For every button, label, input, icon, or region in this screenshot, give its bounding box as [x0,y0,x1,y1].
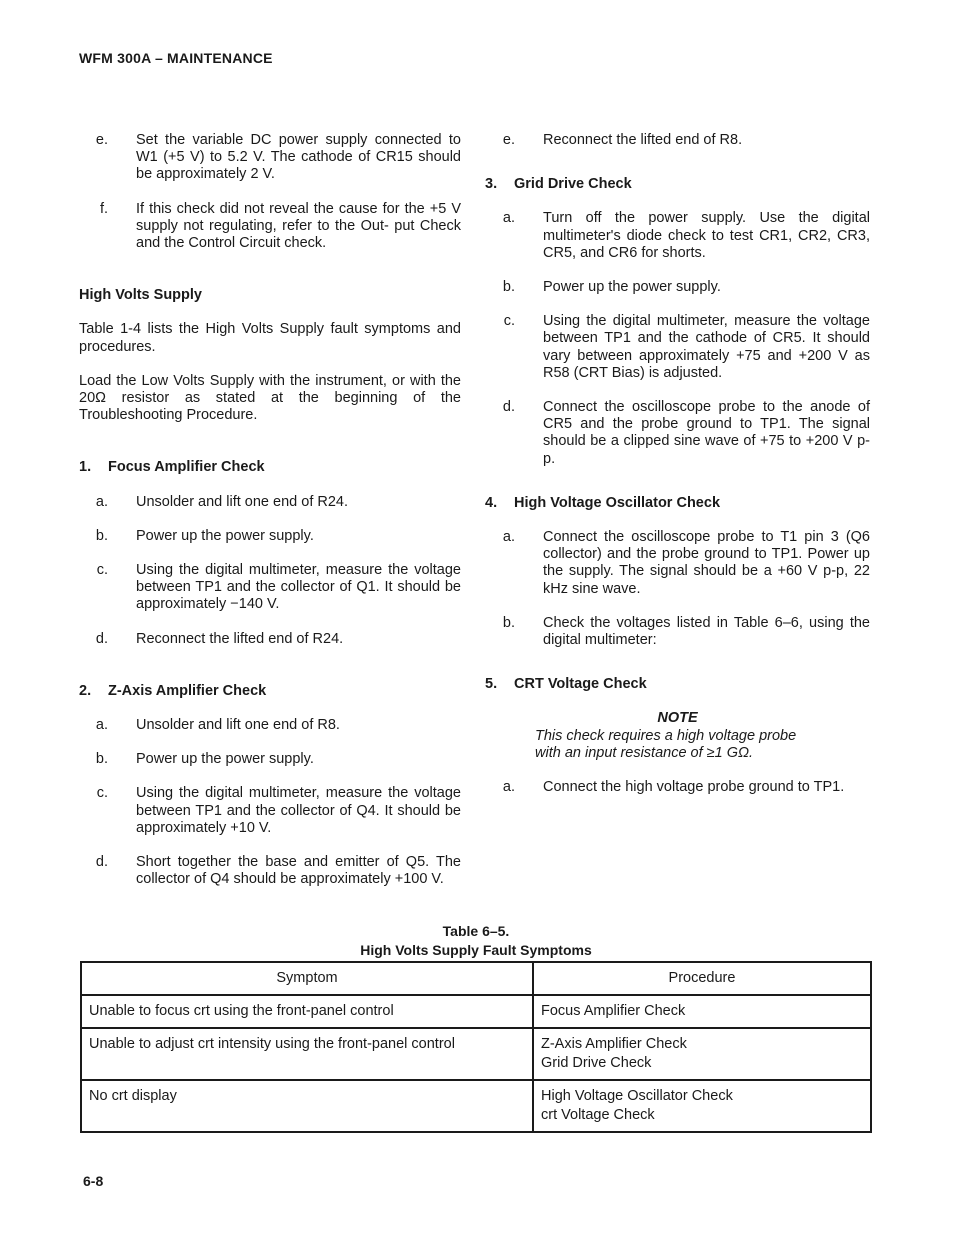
item-text: Power up the power supply. [136,751,314,768]
paragraph: Load the Low Volts Supply with the instrument, or with the 20Ω resistor as stated at the beginning of the Troubleshooting Procedure. [79,372,461,424]
item-text: Connect the oscilloscope probe to T1 pin 3 (Q6 collector) and the probe ground to TP1. Power up the supply. The signal should be a +60 V p-p, 22 kHz sine wave. [543,529,870,597]
item-text: Power up the power supply. [543,279,721,296]
item-letter: e. [502,132,515,148]
table-title: High Volts Supply Fault Symptoms [360,942,592,958]
list-item [79,751,461,768]
item-letter: d. [95,854,108,871]
list-item [79,201,461,253]
running-header: WFM 300A – MAINTENANCE [79,50,273,66]
section-title: CRT Voltage Check [514,676,647,693]
item-letter: a. [502,529,515,546]
item-text: Using the digital multimeter, measure the voltage between TP1 and the collector of Q1. It should be approximately −140 V. [136,562,461,613]
procedure-cell [533,1028,871,1080]
item-letter: b. [502,279,515,296]
paragraph: Table 1-4 lists the High Volts Supply fault symptoms and procedures. [79,321,461,355]
list-item [485,313,870,382]
item-letter: a. [502,210,515,227]
procedure-line: crt Voltage Check [541,1107,655,1123]
item-letter: c. [503,313,515,330]
item-text: If this check did not reveal the cause for the +5 V supply not regulating, refer to the Out- put Check and the Control Circuit check. [136,200,461,252]
item-text: Reconnect the lifted end of R8. [543,132,743,148]
list-item [79,717,461,734]
section-title: Z-Axis Amplifier Check [108,682,267,699]
list-item [79,528,461,545]
item-text: Set the variable DC power supply connected to W1 (+5 V) to 5.2 V. The cathode of CR15 should be approximately 2 V. [136,132,461,183]
item-text: Using the digital multimeter, measure the voltage between TP1 and the cathode of CR5. It should vary between approximately +75 and +200 V as R58 (CRT Bias) is adjusted. [543,313,870,381]
item-text: Turn off the power supply. Use the digital multimeter's diode check to test CR1, CR2, CR3, CR5, and CR6 for shorts. [543,210,870,261]
item-letter: b. [95,527,108,544]
column-header-procedure: Procedure [533,962,871,995]
item-text: Check the voltages listed in Table 6–6, using the digital multimeter: [543,614,870,649]
list-item [485,529,870,598]
item-letter: a. [95,493,108,510]
right-column [485,132,870,813]
item-text: Using the digital multimeter, measure the voltage between TP1 and the collector of Q4. It should be approximately +10 V. [136,785,461,836]
list-item [485,399,870,468]
item-text: Connect the oscilloscope probe to the anode of CR5 and the probe ground to TP1. The signal should be a clipped sine wave of +75 to +200 V p-p. [543,399,870,467]
item-text: Unsolder and lift one end of R24. [136,493,348,510]
page-number: 6-8 [83,1173,104,1189]
list-item [485,132,870,149]
list-item [79,631,461,648]
note-title: NOTE [657,710,698,727]
note-body: This check requires a high voltage probe with an input resistance of ≥1 GΩ. [535,727,797,761]
item-letter: e. [95,132,108,148]
item-letter: a. [502,779,515,796]
item-letter: b. [95,751,108,768]
section-heading-focus [79,459,461,476]
list-item [79,562,461,614]
table-number: Table 6–5. [442,923,510,939]
item-letter: b. [502,614,515,631]
table-header-row [81,962,871,995]
section-heading-hv-oscillator [485,495,870,512]
item-text: Connect the high voltage probe ground to TP1. [543,779,845,796]
fault-symptoms-table [80,961,872,1133]
item-letter: d. [502,399,515,416]
left-column [79,132,461,905]
list-item [79,494,461,511]
item-letter: c. [96,562,108,579]
item-text: Short together the base and emitter of Q5. The collector of Q4 should be approximately +100 V. [136,854,461,888]
item-text: Power up the power supply. [136,527,314,544]
section-title: High Voltage Oscillator Check [514,494,721,511]
section-heading-high-volts: High Volts Supply [79,287,202,304]
section-number: 1. [79,459,92,476]
symptom-cell: Unable to adjust crt intensity using the front-panel control [81,1028,533,1080]
procedure-line: Z-Axis Amplifier Check [541,1036,687,1052]
section-heading-crt-voltage [485,676,870,693]
section-number: 5. [485,676,498,693]
item-letter: d. [95,630,108,647]
table-row [81,1028,871,1080]
table-row [81,995,871,1028]
section-heading-grid-drive [485,176,870,193]
section-number: 2. [79,682,92,699]
symptom-cell: No crt display [81,1080,533,1132]
item-letter: c. [96,785,108,802]
list-item [485,615,870,649]
item-letter: f. [99,200,108,217]
procedure-cell [533,1080,871,1132]
list-item [485,210,870,262]
procedure-line: High Voltage Oscillator Check [541,1088,733,1104]
section-heading-zaxis [79,683,461,700]
section-title: Focus Amplifier Check [108,459,265,476]
procedure-cell [533,995,871,1028]
list-item [485,279,870,296]
list-item [79,785,461,837]
column-header-symptom: Symptom [81,962,533,995]
item-text: Unsolder and lift one end of R8. [136,717,340,734]
item-letter: a. [95,717,108,734]
symptom-cell: Unable to focus crt using the front-panel control [81,995,533,1028]
list-item [485,779,870,796]
section-number: 4. [485,494,498,511]
table-row [81,1080,871,1132]
procedure-line: Grid Drive Check [541,1055,652,1071]
section-title: Grid Drive Check [514,176,632,193]
list-item [79,132,461,184]
list-item [79,854,461,888]
table-caption [80,922,872,960]
procedure-line: Focus Amplifier Check [541,1003,686,1019]
item-text: Reconnect the lifted end of R24. [136,630,344,647]
section-number: 3. [485,176,498,193]
